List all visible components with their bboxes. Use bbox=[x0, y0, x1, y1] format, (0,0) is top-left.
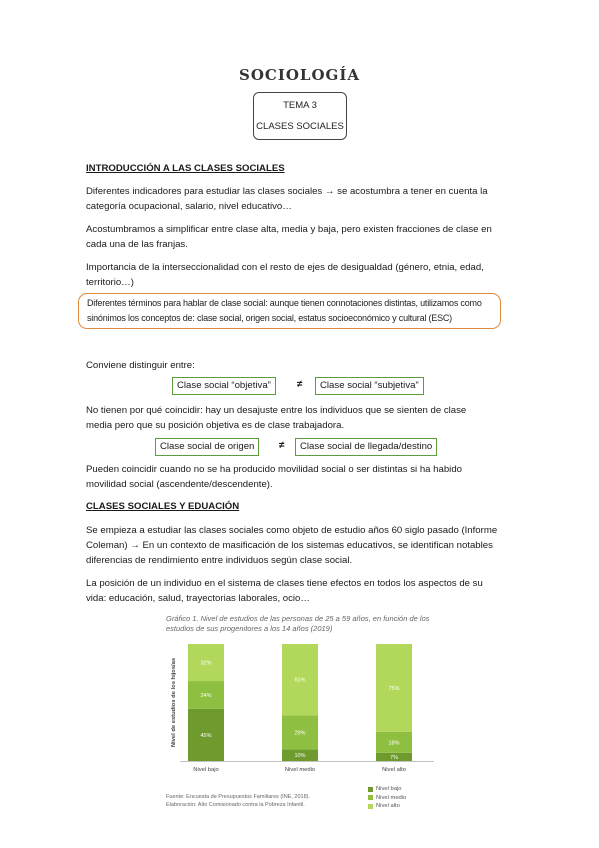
bar-data-label: 75% bbox=[388, 685, 400, 692]
theme-name: CLASES SOCIALES bbox=[256, 121, 344, 132]
paragraph-line: vida: educación, salud, trayectorias laborales, ocio… bbox=[86, 593, 310, 604]
paragraph-indicators bbox=[86, 184, 512, 214]
x-tick-label: Nivel medio bbox=[284, 767, 316, 773]
figure-source bbox=[166, 793, 310, 809]
theme-box bbox=[253, 92, 347, 140]
legend-swatch bbox=[368, 804, 373, 809]
section-heading-intro: INTRODUCCIÓN A LAS CLASES SOCIALES bbox=[86, 163, 285, 174]
education-stacked-bar-chart bbox=[166, 640, 436, 780]
legend-item bbox=[368, 785, 406, 794]
box-objective-class: Clase social “objetiva” bbox=[172, 377, 276, 395]
section-heading-education: CLASES SOCIALES Y EDUACIÓN bbox=[86, 501, 240, 512]
paragraph-line: Coleman) → En un contexto de masificación de los sistemas educativos, se identifican notables bbox=[86, 540, 493, 551]
paragraph-line: categoría ocupacional, salario, nivel educativo… bbox=[86, 201, 292, 212]
paragraph-coleman bbox=[86, 523, 512, 568]
paragraph-position bbox=[86, 576, 512, 606]
x-tick-label: Nivel alto bbox=[382, 767, 406, 773]
paragraph-line: media pero que su posición objetiva es de clase trabajadora. bbox=[86, 420, 345, 431]
paragraph-line: territorio…) bbox=[86, 277, 134, 288]
bar-data-label: 24% bbox=[200, 692, 212, 699]
paragraph-line: Acostumbramos a simplificar entre clase alta, media y baja, pero existen fracciones de clase en bbox=[86, 224, 492, 235]
paragraph-distinguish bbox=[86, 358, 512, 373]
legend-label: Nivel alto bbox=[376, 803, 400, 810]
bar-data-label: 61% bbox=[294, 677, 306, 684]
document-title: SOCIOLOGÍA bbox=[239, 66, 360, 84]
paragraph-line: La posición de un individuo en el sistema de clases tiene efectos en todos los aspectos de su bbox=[86, 578, 483, 589]
paragraph-line: movilidad social (ascendente/descendente). bbox=[86, 479, 273, 490]
chart-legend bbox=[368, 785, 406, 811]
figure-title-line: estudios de sus progenitores a los 14 años (2019) bbox=[166, 624, 333, 633]
figure-title bbox=[166, 614, 430, 634]
paragraph-intersectionality bbox=[86, 260, 512, 290]
box-subjective-class: Clase social “subjetiva” bbox=[315, 377, 424, 395]
not-equal-sign: ≠ bbox=[279, 440, 285, 451]
box-origin-class: Clase social de origen bbox=[155, 438, 259, 456]
paragraph-line: No tienen por qué coincidir: hay un desajuste entre los individuos que se sienten de clase bbox=[86, 405, 467, 416]
figure-title-line: Gráfico 1. Nivel de estudios de las personas de 25 a 59 años, en función de los bbox=[166, 614, 430, 623]
legend-swatch bbox=[368, 795, 373, 800]
not-equal-sign: ≠ bbox=[297, 379, 303, 390]
terms-callout bbox=[78, 293, 501, 329]
paragraph-line: cada una de las franjas. bbox=[86, 239, 188, 250]
y-axis-label: Nivel de estudios de los hijos/as bbox=[171, 657, 177, 748]
paragraph-line: Diferentes indicadores para estudiar las clases sociales → se acostumbra a tener en cuenta la bbox=[86, 186, 488, 197]
bar-data-label: 18% bbox=[388, 740, 400, 747]
box-destination-class: Clase social de llegada/destino bbox=[295, 438, 437, 456]
figure-source-line: Elaboración: Alto Comisionado contra la Pobreza Infantil. bbox=[166, 802, 305, 808]
bar-data-label: 29% bbox=[294, 730, 306, 737]
paragraph-line: Importancia de la interseccionalidad con el resto de ejes de desigualdad (género, etnia, edad, bbox=[86, 262, 484, 273]
paragraph-simplify bbox=[86, 222, 512, 252]
bar-data-label: 10% bbox=[294, 753, 306, 760]
figure-source-line: Fuente: Encuesta de Presupuestos Familiares (INE, 2018). bbox=[166, 794, 310, 800]
paragraph-line: Conviene distinguir entre: bbox=[86, 360, 195, 371]
paragraph-line: Se empieza a estudiar las clases sociales como objeto de estudio años 60 siglo pasado (Informe bbox=[86, 525, 498, 536]
paragraph-mismatch bbox=[86, 403, 512, 433]
legend-item bbox=[368, 794, 406, 803]
paragraph-mobility bbox=[86, 462, 512, 492]
bar-data-label: 32% bbox=[200, 660, 212, 667]
paragraph-line: Pueden coincidir cuando no se ha producido movilidad social o ser distintas si ha habido bbox=[86, 464, 462, 475]
callout-line: sinónimos los conceptos de: clase social, origen social, estatus socioeconómico y cultural (ESC) bbox=[87, 313, 452, 323]
bar-data-label: 7% bbox=[390, 754, 398, 761]
theme-number: TEMA 3 bbox=[283, 100, 317, 111]
paragraph-line: diferencias de rendimiento entre individuos según clase social. bbox=[86, 555, 353, 566]
legend-label: Nivel bajo bbox=[376, 786, 402, 793]
legend-label: Nivel medio bbox=[376, 794, 407, 801]
legend-swatch bbox=[368, 787, 373, 792]
legend-item bbox=[368, 802, 406, 811]
callout-line: Diferentes términos para hablar de clase social: aunque tienen connotaciones distintas, utilizamos como bbox=[87, 298, 482, 308]
bar-data-label: 45% bbox=[200, 732, 212, 739]
x-tick-label: Nivel bajo bbox=[193, 767, 219, 773]
